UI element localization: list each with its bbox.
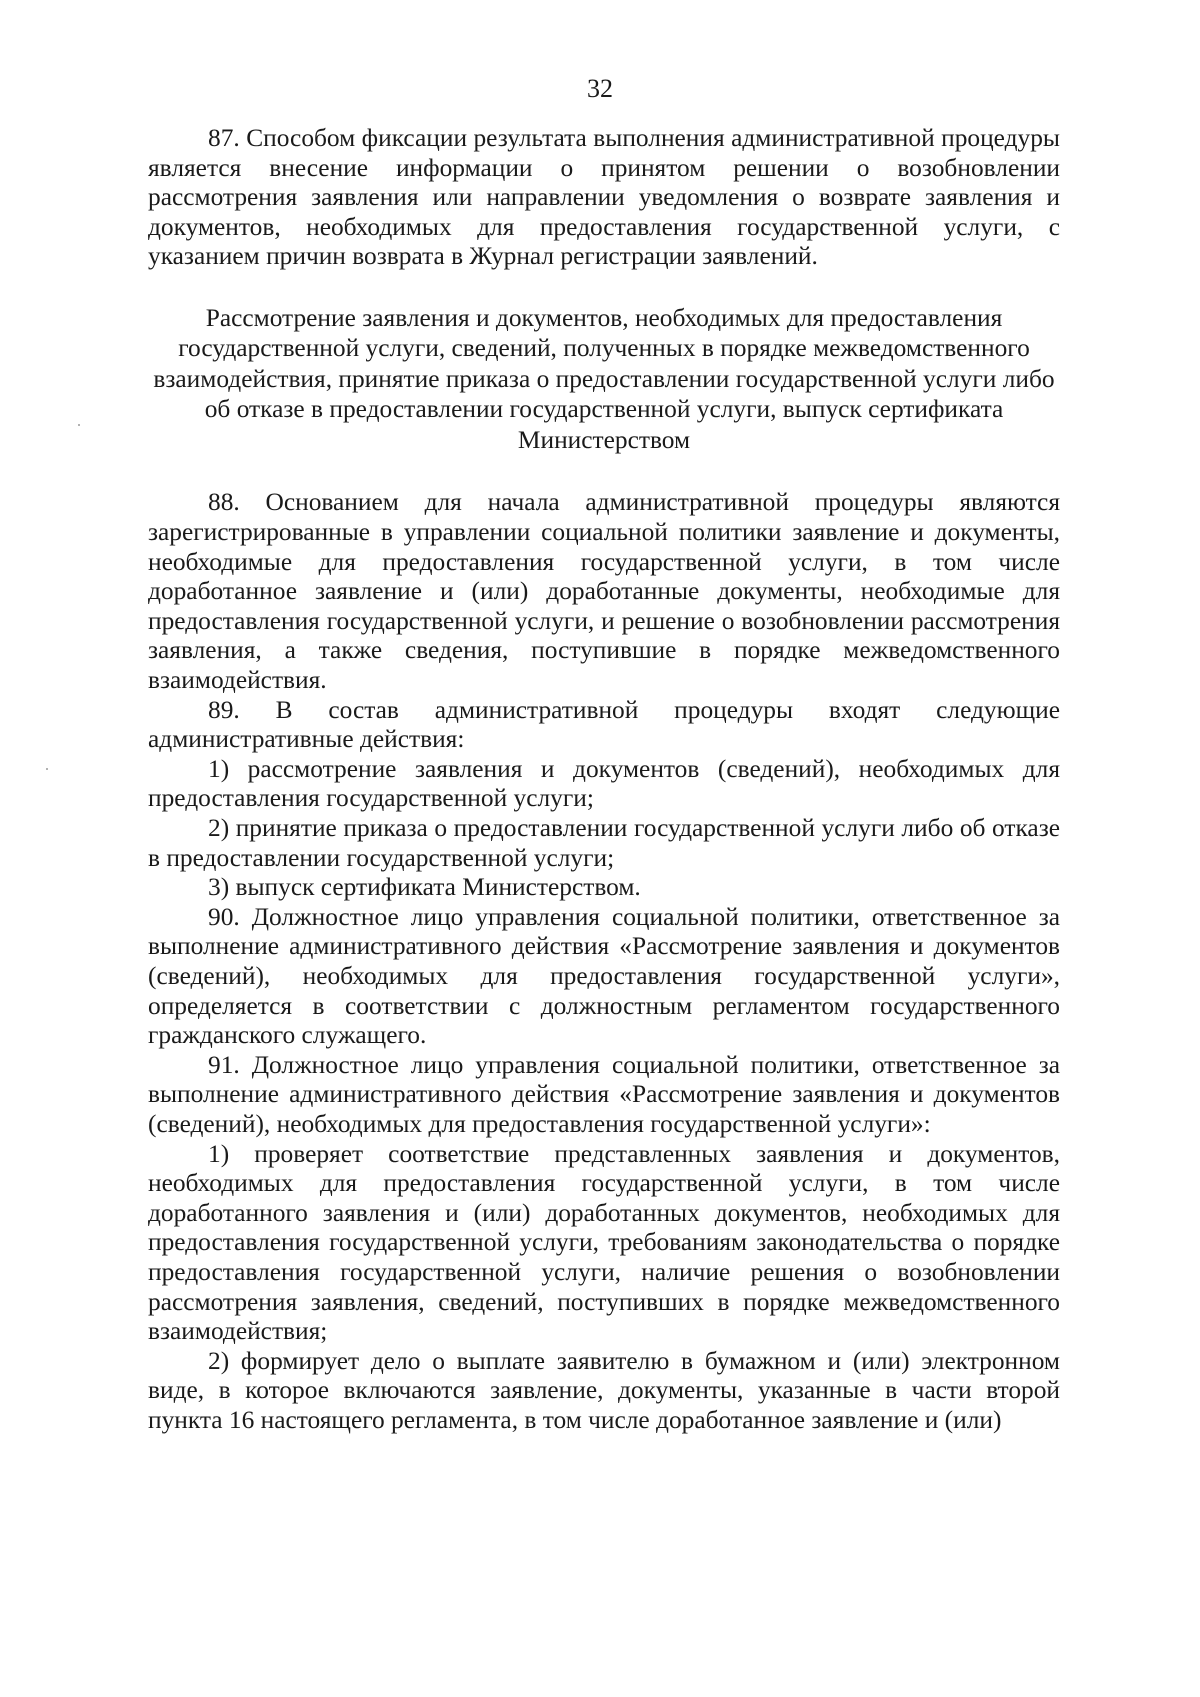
section-heading: Рассмотрение заявления и документов, необходимых для предоставления государственной услуги, сведений, полученных в порядке межведомственного взаимодействия, принятие приказа о предоставлении государственной услуги либо об отказе в предоставлении государственной услуги, выпуск сертификата Министерством: [153, 303, 1055, 454]
paragraph-90: 90. Должностное лицо управления социальной политики, ответственное за выполнение административного действия «Рассмотрение заявления и документов (сведений), необходимых для предоставления государственной услуги», определяется в соответствии с должностным регламентом государственного гражданского служащего.: [148, 902, 1060, 1050]
paragraph-91-item-2: 2) формирует дело о выплате заявителю в бумажном и (или) электронном виде, в которое включаются заявление, документы, указанные в части второй пункта 16 настоящего регламента, в том числе доработанное заявление и (или): [148, 1346, 1060, 1434]
paragraph-89: 89. В состав административной процедуры входят следующие административные действия:: [148, 695, 1060, 754]
document-body: [148, 124, 1060, 1435]
paragraph-89-item-3: 3) выпуск сертификата Министерством.: [208, 873, 641, 902]
paragraph-89-item-2: 2) принятие приказа о предоставлении государственной услуги либо об отказе в предоставлении государственной услуги;: [148, 814, 1060, 872]
paragraph-89-item-1: 1) рассмотрение заявления и документов (сведений), необходимых для предоставления государственной услуги;: [148, 754, 1060, 813]
scan-speck: [46, 768, 48, 770]
paragraph-91-item-1: 1) проверяет соответствие представленных заявления и документов, необходимых для предоставления государственной услуги, в том числе доработанного заявления и (или) доработанных документов, необходимых для предоставления государственной услуги, требованиям законодательства о порядке предоставления государственной услуги, наличие решения о возобновлении рассмотрения заявления, сведений, поступивших в порядке межведомственного взаимодействия;: [148, 1139, 1060, 1346]
scan-speck: [78, 424, 80, 426]
paragraph-87: 87. Способом фиксации результата выполнения административной процедуры является внесение информации о принятом решении о возобновлении рассмотрения заявления или направлении уведомления о возврате заявления и документов, необходимых для предоставления государственной услуги, с указанием причин возврата в Журнал регистрации заявлений.: [148, 124, 1060, 271]
page-number: 32: [587, 74, 613, 103]
paragraph-88: 88. Основанием для начала административной процедуры являются зарегистрированные в управлении социальной политики заявление и документы, необходимые для предоставления государственной услуги, в том числе доработанное заявление и (или) доработанные документы, необходимые для предоставления государственной услуги, и решение о возобновлении рассмотрения заявления, а также сведения, поступившие в порядке межведомственного взаимодействия.: [148, 488, 1060, 695]
paragraph-91: 91. Должностное лицо управления социальной политики, ответственное за выполнение административного действия «Рассмотрение заявления и документов (сведений), необходимых для предоставления государственной услуги»:: [148, 1050, 1060, 1138]
